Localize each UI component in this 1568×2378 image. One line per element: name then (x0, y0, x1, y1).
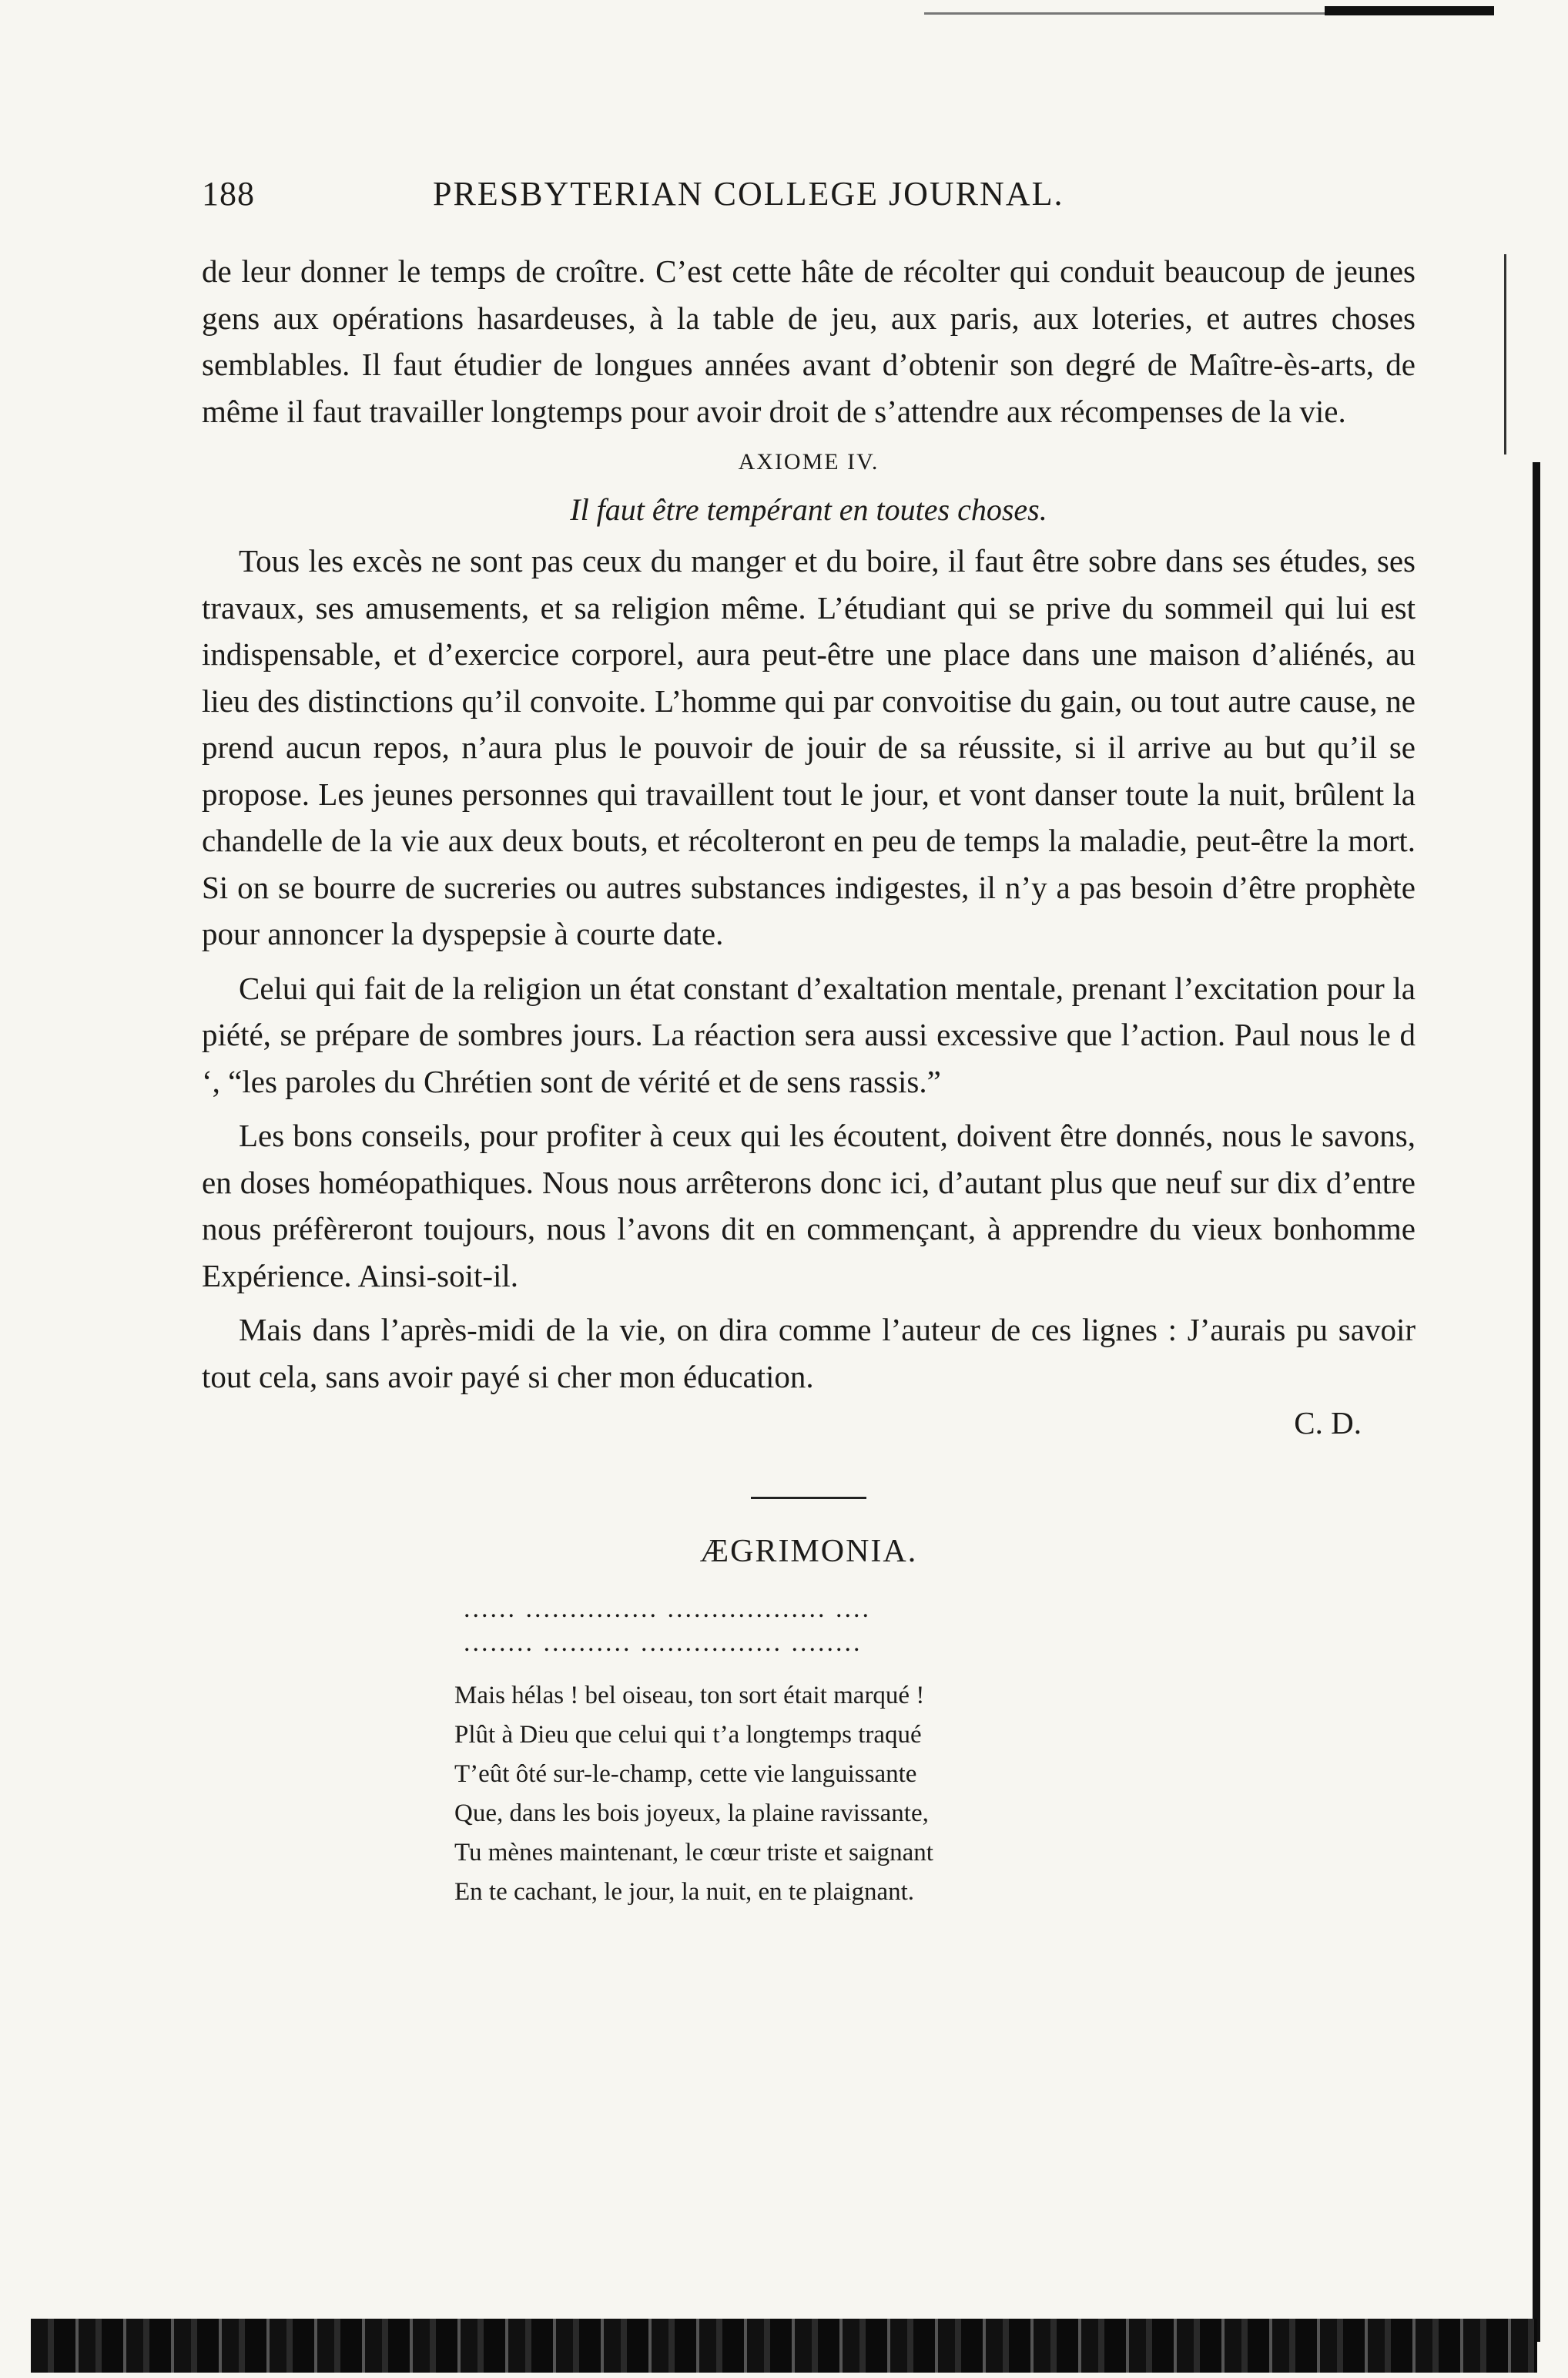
poem-line: Que, dans les bois joyeux, la plaine ravissante, (454, 1799, 929, 1827)
poem-line: Mais hélas ! bel oiseau, ton sort était marqué ! (454, 1682, 925, 1709)
poem-stanza (454, 1676, 1416, 1912)
journal-title: PRESBYTERIAN COLLEGE JOURNAL. (433, 175, 1064, 213)
right-edge-scan-artifact-thin (1504, 254, 1506, 454)
axiom-statement: Il faut être tempérant en toutes choses. (570, 492, 1047, 527)
poem-line: Plût à Dieu que celui qui t’a longtemps traqué (454, 1721, 922, 1749)
paragraph: Mais dans l’après-midi de la vie, on dira comme l’auteur de ces lignes : J’aurais pu savoir tout cela, sans avoir payé si cher mon éducation. (202, 1312, 1416, 1394)
section-divider (751, 1497, 866, 1499)
ellipsis-row: ........ .......... ................ ........ (464, 1628, 863, 1657)
paragraph: Celui qui fait de la religion un état constant d’exaltation mentale, prenant l’excitation pour la piété, se prépare de sombres jours. La réaction sera aussi excessive que l’action. Paul nous le d ‘, “les paroles du Chrétien sont de vérité et de sens rassis.” (202, 970, 1416, 1099)
article-body (202, 248, 1416, 1912)
scan-line-thick (1325, 6, 1494, 15)
top-edge-scan-artifact (924, 5, 1494, 15)
poem-line: T’eût ôté sur-le-champ, cette vie languissante (454, 1760, 917, 1788)
paragraph: Les bons conseils, pour profiter à ceux qui les écoutent, doivent être donnés, nous le savons, en doses homéopathiques. Nous nous arrêterons donc ici, d’autant plus que neuf sur dix d’entre nous préfèreront toujours, nous l’avons dit en commençant, à apprendre du vieux bonhomme Expérience. Ainsi-soit-il. (202, 1118, 1416, 1293)
paragraph-continued: de leur donner le temps de croître. C’est cette hâte de récolter qui conduit beaucoup de jeunes gens aux opérations hasardeuses, à la table de jeu, aux paris, aux loteries, et autres choses semblables. Il faut étudier de longues années avant d’obtenir son degré de Maître-ès-arts, de même il faut travailler longtemps pour avoir droit de s’attendre aux récompenses de la vie. (202, 253, 1416, 429)
poem-line: En te cachant, le jour, la nuit, en te plaignant. (454, 1878, 915, 1906)
scan-line-thin (924, 12, 1325, 15)
page-number: 188 (202, 175, 255, 213)
poem-title: ÆGRIMONIA. (699, 1534, 918, 1569)
author-signature: C. D. (1294, 1405, 1362, 1441)
ellipsis-row: ...... ............... .................. .... (464, 1595, 871, 1623)
right-edge-scan-artifact (1533, 462, 1540, 2342)
axiom-heading: AXIOME IV. (738, 449, 879, 475)
bottom-edge-scan-artifact (31, 2319, 1537, 2373)
poem-line: Tu mènes maintenant, le cœur triste et saignant (454, 1839, 933, 1867)
paragraph: Tous les excès ne sont pas ceux du manger et du boire, il faut être sobre dans ses études, ses travaux, ses amusements, et sa religion même. L’étudiant qui se prive du sommeil qui lui est indispensable, et d’exercice corporel, aura peut-être une place dans une maison d’aliénés, au lieu des distinctions qu’il convoite. L’homme qui par convoitise du gain, ou tout autre cause, ne prend aucun repos, n’aura plus le pouvoir de jouir de sa réussite, si il arrive au but qu’il se propose. Les jeunes personnes qui travaillent tout le jour, et vont danser toute la nuit, brûlent la chandelle de la vie aux deux bouts, et récolteront en peu de temps la maladie, peut-être la mort. Si on se bourre de sucreries ou autres substances indigestes, il n’y a pas besoin d’être prophète pour annoncer la dyspepsie à courte date. (202, 543, 1416, 951)
